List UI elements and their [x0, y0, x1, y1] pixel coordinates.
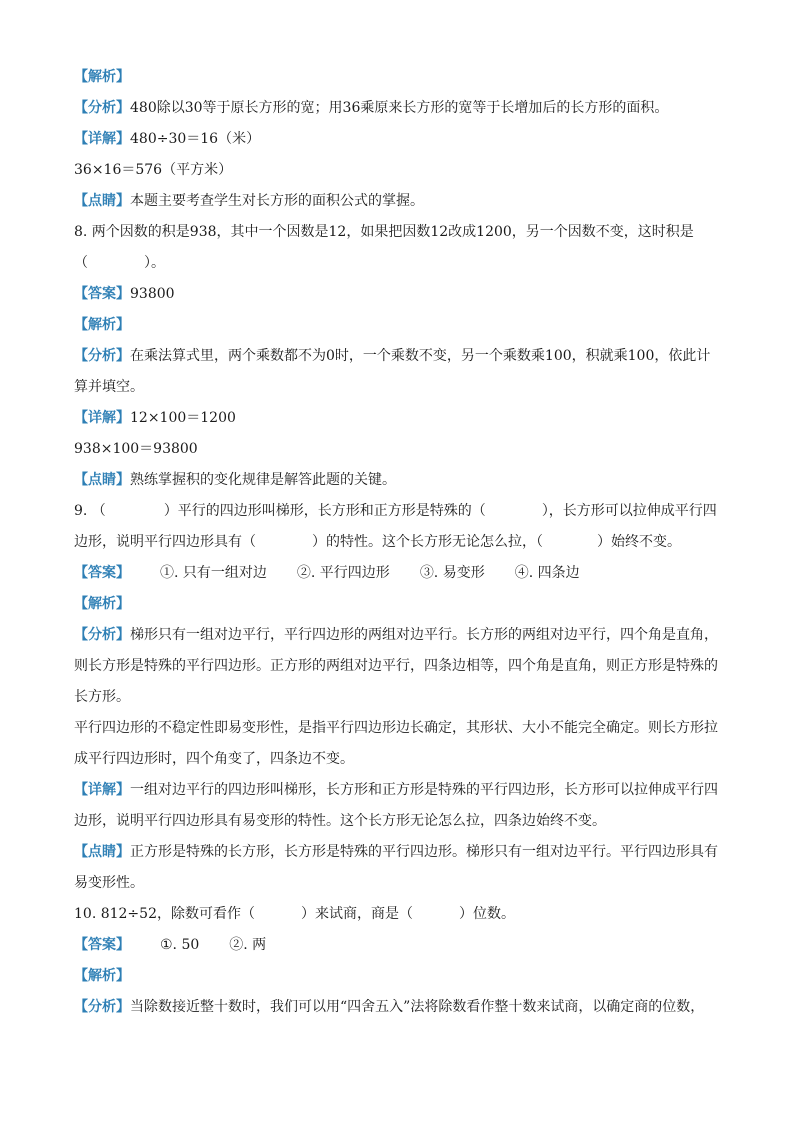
q8-calc-2: 938×100＝93800 — [74, 441, 198, 457]
q8-stem-line2: （ ）。 — [74, 255, 165, 271]
q7-calc-2: 36×16＝576（平方米） — [74, 162, 233, 178]
q8-stem-line1: 8. 两个因数的积是938，其中一个因数是12，如果把因数12改成1200，另一个因数不变，这时积是 — [74, 224, 694, 240]
q10-stem: 10. 812÷52，除数可看作（ ）来试商，商是（ ）位数。 — [74, 906, 515, 922]
q7-fenxi: 【分析】480除以30等于原长方形的宽；用36乘原来长方形的宽等于长增加后的长方形的面积。 — [74, 100, 669, 116]
q9-stem-line2: 边形，说明平行四边形具有（ ）的特性。这个长方形无论怎么拉，（ ）始终不变。 — [74, 534, 681, 550]
q9-answer-1: ①. 只有一组对边 — [160, 565, 267, 581]
q9-analysis-heading: 【解析】 — [74, 596, 130, 612]
q9-xiangjie-2: 边形，说明平行四边形具有易变形的特性。这个长方形无论怎么拉，四条边始终不变。 — [74, 813, 606, 829]
q9-answer-2: ②. 平行四边形 — [296, 565, 390, 581]
q9-answer-3: ③. 易变形 — [419, 565, 485, 581]
q9-answer-4: ④. 四条边 — [514, 565, 580, 581]
document-page — [74, 62, 724, 1023]
q7-dianjing: 【点睛】本题主要考查学生对长方形的面积公式的掌握。 — [74, 193, 424, 209]
q9-fenxi-5: 成平行四边形时，四个角变了，四条边不变。 — [74, 751, 354, 767]
q8-answer: 【答案】93800 — [74, 286, 175, 302]
q8-fenxi-2: 算并填空。 — [74, 379, 144, 395]
q8-fenxi-1: 【分析】在乘法算式里，两个乘数都不为0时，一个乘数不变，另一个乘数乘100，积就乘100，依此计 — [74, 348, 711, 364]
q7-xiangjie: 【详解】480÷30＝16（米） — [74, 131, 261, 147]
q9-dianjing-2: 易变形性。 — [74, 875, 144, 891]
q9-answer: 【答案】 ①. 只有一组对边 ②. 平行四边形 ③. 易变形 ④. 四条边 — [74, 558, 724, 589]
q9-fenxi-2: 则长方形是特殊的平行四边形。正方形的两组对边平行，四条边相等，四个角是直角，则正方形是特殊的 — [74, 658, 718, 674]
q10-fenxi: 【分析】当除数接近整十数时，我们可以用“四舍五入”法将除数看作整十数来试商，以确定商的位数， — [74, 999, 705, 1015]
q9-xiangjie-1: 【详解】一组对边平行的四边形叫梯形，长方形和正方形是特殊的平行四边形，长方形可以拉伸成平行四 — [74, 782, 718, 798]
q10-answer-2: ②. 两 — [229, 937, 267, 953]
q9-fenxi-4: 平行四边形的不稳定性即易变形性，是指平行四边形边长确定，其形状、大小不能完全确定。则长方形拉 — [74, 720, 718, 736]
q10-analysis-heading: 【解析】 — [74, 968, 130, 984]
q9-fenxi-3: 长方形。 — [74, 689, 130, 705]
q10-answer-1: ①. 50 — [160, 937, 200, 953]
q7-analysis-heading — [74, 62, 724, 93]
q9-dianjing-1: 【点睛】正方形是特殊的长方形，长方形是特殊的平行四边形。梯形只有一组对边平行。平行四边形具有 — [74, 844, 718, 860]
q8-xiangjie: 【详解】12×100＝1200 — [74, 410, 236, 426]
q8-analysis-heading: 【解析】 — [74, 317, 130, 333]
tag-jiexi: 【解析】 — [74, 69, 130, 85]
q9-fenxi-1: 【分析】梯形只有一组对边平行，平行四边形的两组对边平行。长方形的两组对边平行，四个角是直角， — [74, 627, 718, 643]
q10-answer: 【答案】 ①. 50 ②. 两 — [74, 930, 724, 961]
q8-dianjing: 【点睛】熟练掌握积的变化规律是解答此题的关键。 — [74, 472, 396, 488]
q9-stem-line1: 9. （ ）平行的四边形叫梯形，长方形和正方形是特殊的（ ），长方形可以拉伸成平行四 — [74, 503, 717, 519]
